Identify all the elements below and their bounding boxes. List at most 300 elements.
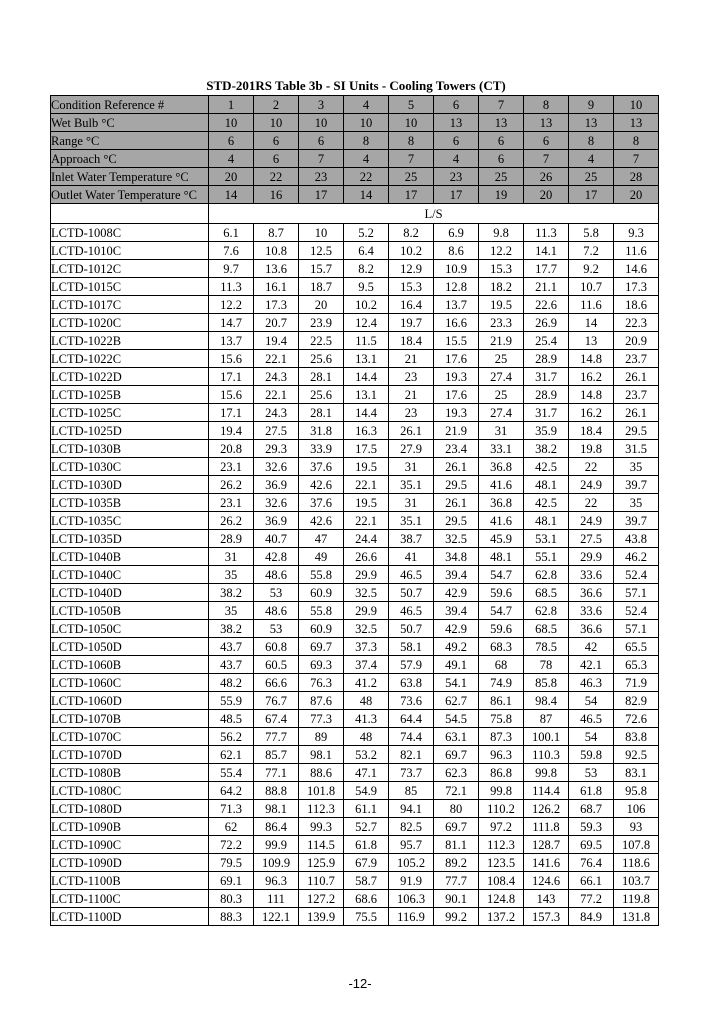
- condition-row-cell: 8: [524, 96, 569, 114]
- model-row-cell: 71.9: [614, 674, 659, 692]
- model-row-cell: 67.4: [254, 710, 299, 728]
- model-row-cell: 31.7: [524, 368, 569, 386]
- model-row-cell: 48.1: [524, 476, 569, 494]
- model-rows: [51, 224, 659, 926]
- model-row: [51, 332, 659, 350]
- model-row-cell: 9.8: [479, 224, 524, 242]
- model-row-cell: 106.3: [389, 890, 434, 908]
- condition-row-cell: 6: [254, 132, 299, 150]
- model-row-label: LCTD-1030B: [51, 440, 209, 458]
- model-row-cell: 110.3: [524, 746, 569, 764]
- condition-row-cell: 23: [434, 168, 479, 186]
- model-row-cell: 52.4: [614, 602, 659, 620]
- model-row-label: LCTD-1025D: [51, 422, 209, 440]
- condition-row-label: Condition Reference #: [51, 96, 209, 114]
- model-row-cell: 15.6: [209, 386, 254, 404]
- model-row-label: LCTD-1050B: [51, 602, 209, 620]
- model-row-cell: 110.7: [299, 872, 344, 890]
- model-row-cell: 32.5: [344, 620, 389, 638]
- model-row-cell: 82.9: [614, 692, 659, 710]
- condition-row-cell: 7: [524, 150, 569, 168]
- model-row-cell: 46.3: [569, 674, 614, 692]
- model-row-label: LCTD-1035D: [51, 530, 209, 548]
- condition-row-cell: 4: [569, 150, 614, 168]
- condition-row-cell: 3: [299, 96, 344, 114]
- condition-row: [51, 168, 659, 186]
- model-row-cell: 26.1: [614, 404, 659, 422]
- model-row-cell: 114.4: [524, 782, 569, 800]
- model-row-cell: 11.6: [569, 296, 614, 314]
- model-row-cell: 110.2: [479, 800, 524, 818]
- model-row-cell: 8.7: [254, 224, 299, 242]
- model-row-label: LCTD-1030C: [51, 458, 209, 476]
- model-row-cell: 26.6: [344, 548, 389, 566]
- model-row-cell: 47: [299, 530, 344, 548]
- model-row-cell: 131.8: [614, 908, 659, 926]
- condition-row-cell: 22: [344, 168, 389, 186]
- model-row-cell: 35: [614, 458, 659, 476]
- model-row-cell: 12.2: [209, 296, 254, 314]
- model-row-cell: 100.1: [524, 728, 569, 746]
- model-row-cell: 116.9: [389, 908, 434, 926]
- model-row-cell: 17.7: [524, 260, 569, 278]
- model-row-cell: 43.7: [209, 656, 254, 674]
- model-row-cell: 10.2: [344, 296, 389, 314]
- model-row: [51, 278, 659, 296]
- model-row-label: LCTD-1050D: [51, 638, 209, 656]
- model-row: [51, 602, 659, 620]
- model-row-cell: 98.1: [299, 746, 344, 764]
- model-row-cell: 93: [614, 818, 659, 836]
- model-row: [51, 728, 659, 746]
- model-row-cell: 57.9: [389, 656, 434, 674]
- model-row-cell: 10.8: [254, 242, 299, 260]
- model-row-cell: 5.8: [569, 224, 614, 242]
- model-row-cell: 141.6: [524, 854, 569, 872]
- model-row-cell: 75.8: [479, 710, 524, 728]
- model-row-cell: 61.8: [569, 782, 614, 800]
- condition-row-cell: 7: [389, 150, 434, 168]
- condition-row-label: Outlet Water Temperature °C: [51, 186, 209, 204]
- model-row: [51, 224, 659, 242]
- model-row-cell: 15.5: [434, 332, 479, 350]
- model-row-cell: 15.7: [299, 260, 344, 278]
- model-row-cell: 9.2: [569, 260, 614, 278]
- model-row-cell: 22.1: [254, 386, 299, 404]
- model-row-cell: 48: [344, 692, 389, 710]
- model-row-cell: 16.1: [254, 278, 299, 296]
- model-row-cell: 87.6: [299, 692, 344, 710]
- model-row-cell: 86.1: [479, 692, 524, 710]
- model-row-cell: 85.7: [254, 746, 299, 764]
- model-row-cell: 61.1: [344, 800, 389, 818]
- model-row-cell: 19.4: [209, 422, 254, 440]
- model-row-cell: 62.3: [434, 764, 479, 782]
- model-row-cell: 48.6: [254, 566, 299, 584]
- model-row-cell: 15.3: [479, 260, 524, 278]
- model-row-cell: 48.2: [209, 674, 254, 692]
- model-row-cell: 77.7: [434, 872, 479, 890]
- model-row-cell: 32.5: [434, 530, 479, 548]
- model-row-cell: 46.5: [569, 710, 614, 728]
- model-row: [51, 674, 659, 692]
- model-row-cell: 23: [389, 368, 434, 386]
- model-row-cell: 23.3: [479, 314, 524, 332]
- model-row-label: LCTD-1070B: [51, 710, 209, 728]
- model-row-cell: 26.2: [209, 512, 254, 530]
- model-row: [51, 764, 659, 782]
- model-row-cell: 89.2: [434, 854, 479, 872]
- condition-row-cell: 17: [434, 186, 479, 204]
- condition-row-cell: 14: [209, 186, 254, 204]
- condition-row-cell: 4: [209, 150, 254, 168]
- model-row-cell: 17.6: [434, 350, 479, 368]
- model-row-cell: 42: [569, 638, 614, 656]
- model-row-cell: 68.7: [569, 800, 614, 818]
- model-row-cell: 31: [209, 548, 254, 566]
- model-row-cell: 10: [299, 224, 344, 242]
- model-row-cell: 53.1: [524, 530, 569, 548]
- model-row-cell: 8.2: [344, 260, 389, 278]
- model-row-cell: 82.1: [389, 746, 434, 764]
- model-row-cell: 27.5: [569, 530, 614, 548]
- model-row-cell: 19.3: [434, 368, 479, 386]
- model-row-label: LCTD-1090C: [51, 836, 209, 854]
- model-row-cell: 65.5: [614, 638, 659, 656]
- model-row-cell: 89: [299, 728, 344, 746]
- condition-row-cell: 17: [389, 186, 434, 204]
- model-row-cell: 14.8: [569, 386, 614, 404]
- model-row-cell: 22.3: [614, 314, 659, 332]
- model-row-cell: 53: [254, 620, 299, 638]
- model-row: [51, 422, 659, 440]
- model-row-cell: 68.5: [524, 620, 569, 638]
- model-row-label: LCTD-1040C: [51, 566, 209, 584]
- model-row-cell: 105.2: [389, 854, 434, 872]
- model-row-cell: 125.9: [299, 854, 344, 872]
- model-row-cell: 98.1: [254, 800, 299, 818]
- model-row-cell: 77.3: [299, 710, 344, 728]
- model-row-cell: 119.8: [614, 890, 659, 908]
- model-row-cell: 68.5: [524, 584, 569, 602]
- model-row-cell: 79.5: [209, 854, 254, 872]
- model-row-cell: 59.6: [479, 584, 524, 602]
- model-row-cell: 15.3: [389, 278, 434, 296]
- model-row-cell: 35: [614, 494, 659, 512]
- model-row-cell: 28.9: [524, 350, 569, 368]
- model-row-cell: 69.5: [569, 836, 614, 854]
- model-row-cell: 56.2: [209, 728, 254, 746]
- model-row-cell: 28.1: [299, 404, 344, 422]
- model-row-cell: 20.7: [254, 314, 299, 332]
- model-row-cell: 13.6: [254, 260, 299, 278]
- model-row-cell: 72.2: [209, 836, 254, 854]
- model-row-cell: 41.3: [344, 710, 389, 728]
- model-row-cell: 99.8: [524, 764, 569, 782]
- model-row-cell: 137.2: [479, 908, 524, 926]
- model-row-cell: 33.6: [569, 602, 614, 620]
- model-row-label: LCTD-1008C: [51, 224, 209, 242]
- model-row-cell: 24.3: [254, 368, 299, 386]
- model-row-cell: 6.1: [209, 224, 254, 242]
- model-row: [51, 530, 659, 548]
- condition-row-cell: 7: [614, 150, 659, 168]
- model-row-cell: 68.6: [344, 890, 389, 908]
- condition-row-cell: 25: [389, 168, 434, 186]
- model-row-cell: 26.2: [209, 476, 254, 494]
- model-row-label: LCTD-1090D: [51, 854, 209, 872]
- condition-row: [51, 96, 659, 114]
- model-row-cell: 35: [209, 566, 254, 584]
- model-row-cell: 29.9: [569, 548, 614, 566]
- model-row-cell: 107.8: [614, 836, 659, 854]
- model-row-cell: 11.3: [209, 278, 254, 296]
- model-row-cell: 39.7: [614, 512, 659, 530]
- condition-row-cell: 6: [209, 132, 254, 150]
- model-row-cell: 49: [299, 548, 344, 566]
- condition-row: [51, 114, 659, 132]
- model-row-cell: 55.9: [209, 692, 254, 710]
- model-row-cell: 13.7: [209, 332, 254, 350]
- model-row-cell: 11.6: [614, 242, 659, 260]
- model-row-cell: 55.1: [524, 548, 569, 566]
- model-row-cell: 25.6: [299, 386, 344, 404]
- model-row: [51, 818, 659, 836]
- model-row-cell: 53: [569, 764, 614, 782]
- model-row-label: LCTD-1070C: [51, 728, 209, 746]
- model-row-label: LCTD-1025C: [51, 404, 209, 422]
- model-row-cell: 60.8: [254, 638, 299, 656]
- model-row-cell: 69.1: [209, 872, 254, 890]
- model-row-cell: 59.3: [569, 818, 614, 836]
- model-row-cell: 58.7: [344, 872, 389, 890]
- model-row-cell: 80: [434, 800, 479, 818]
- model-row-cell: 72.1: [434, 782, 479, 800]
- model-row: [51, 710, 659, 728]
- model-row-cell: 6.4: [344, 242, 389, 260]
- condition-row-cell: 6: [479, 150, 524, 168]
- model-row-cell: 32.6: [254, 494, 299, 512]
- model-row-cell: 31: [389, 458, 434, 476]
- model-row-cell: 14.7: [209, 314, 254, 332]
- model-row-label: LCTD-1060C: [51, 674, 209, 692]
- model-row-cell: 11.5: [344, 332, 389, 350]
- model-row-cell: 76.4: [569, 854, 614, 872]
- model-row-cell: 22.1: [344, 512, 389, 530]
- model-row-cell: 17.6: [434, 386, 479, 404]
- model-row-cell: 36.9: [254, 476, 299, 494]
- model-row-cell: 36.6: [569, 584, 614, 602]
- model-row-cell: 127.2: [299, 890, 344, 908]
- model-row-cell: 24.9: [569, 476, 614, 494]
- model-row-cell: 99.9: [254, 836, 299, 854]
- model-row-cell: 18.4: [389, 332, 434, 350]
- model-row-cell: 23: [389, 404, 434, 422]
- model-row-cell: 13.1: [344, 386, 389, 404]
- condition-row-cell: 6: [299, 132, 344, 150]
- model-row-cell: 29.9: [344, 566, 389, 584]
- model-row-cell: 49.1: [434, 656, 479, 674]
- model-row-cell: 21: [389, 350, 434, 368]
- condition-row-cell: 13: [569, 114, 614, 132]
- model-row-cell: 50.7: [389, 584, 434, 602]
- model-row-cell: 80.3: [209, 890, 254, 908]
- model-row-cell: 6.9: [434, 224, 479, 242]
- model-row: [51, 692, 659, 710]
- model-row: [51, 368, 659, 386]
- model-row-cell: 25: [479, 386, 524, 404]
- units-blank-cell: [51, 204, 209, 224]
- model-row-cell: 18.4: [569, 422, 614, 440]
- model-row-cell: 86.4: [254, 818, 299, 836]
- model-row-cell: 94.1: [389, 800, 434, 818]
- model-row-label: LCTD-1060D: [51, 692, 209, 710]
- condition-row-cell: 10: [254, 114, 299, 132]
- model-row-cell: 21.1: [524, 278, 569, 296]
- model-row-cell: 29.5: [434, 512, 479, 530]
- model-row-cell: 74.9: [479, 674, 524, 692]
- model-row-cell: 37.4: [344, 656, 389, 674]
- model-row-cell: 124.6: [524, 872, 569, 890]
- model-row-cell: 112.3: [299, 800, 344, 818]
- model-row-cell: 54: [569, 728, 614, 746]
- model-row-cell: 157.3: [524, 908, 569, 926]
- model-row-cell: 19.5: [344, 494, 389, 512]
- units-label: L/S: [209, 204, 659, 224]
- model-row-cell: 9.7: [209, 260, 254, 278]
- model-row-cell: 74.4: [389, 728, 434, 746]
- model-row-cell: 54: [569, 692, 614, 710]
- units-row: [51, 204, 659, 224]
- condition-rows: [51, 96, 659, 204]
- model-row: [51, 836, 659, 854]
- condition-row-cell: 7: [299, 150, 344, 168]
- model-row-cell: 23.4: [434, 440, 479, 458]
- model-row-cell: 27.4: [479, 404, 524, 422]
- model-row-cell: 62: [209, 818, 254, 836]
- table-title: STD-201RS Table 3b - SI Units - Cooling Towers (CT): [206, 78, 506, 93]
- model-row-cell: 36.8: [479, 494, 524, 512]
- model-row-cell: 106: [614, 800, 659, 818]
- model-row: [51, 548, 659, 566]
- model-row-cell: 41: [389, 548, 434, 566]
- model-row-cell: 122.1: [254, 908, 299, 926]
- model-row-cell: 57.1: [614, 584, 659, 602]
- model-row-cell: 23.1: [209, 458, 254, 476]
- model-row-cell: 69.7: [434, 818, 479, 836]
- model-row-cell: 46.5: [389, 602, 434, 620]
- model-row-cell: 14.6: [614, 260, 659, 278]
- model-row-cell: 23.9: [299, 314, 344, 332]
- model-row-cell: 52.4: [614, 566, 659, 584]
- condition-row-cell: 20: [524, 186, 569, 204]
- model-row-cell: 128.7: [524, 836, 569, 854]
- model-row-cell: 123.5: [479, 854, 524, 872]
- model-row-cell: 60.9: [299, 620, 344, 638]
- condition-row-cell: 8: [344, 132, 389, 150]
- model-row-cell: 82.5: [389, 818, 434, 836]
- condition-row-cell: 8: [389, 132, 434, 150]
- model-row-cell: 27.9: [389, 440, 434, 458]
- model-row-cell: 83.1: [614, 764, 659, 782]
- model-row-cell: 87: [524, 710, 569, 728]
- model-row-cell: 22.1: [344, 476, 389, 494]
- model-row-cell: 14.4: [344, 404, 389, 422]
- model-row: [51, 854, 659, 872]
- model-row-cell: 32.5: [344, 584, 389, 602]
- model-row-cell: 47.1: [344, 764, 389, 782]
- model-row-cell: 29.5: [614, 422, 659, 440]
- condition-row-cell: 13: [614, 114, 659, 132]
- model-row-cell: 76.7: [254, 692, 299, 710]
- model-row-cell: 64.4: [389, 710, 434, 728]
- model-row-cell: 58.1: [389, 638, 434, 656]
- units-section: [51, 204, 659, 224]
- condition-row-cell: 5: [389, 96, 434, 114]
- model-row-cell: 5.2: [344, 224, 389, 242]
- model-row-cell: 14.1: [524, 242, 569, 260]
- model-row-cell: 88.6: [299, 764, 344, 782]
- model-row-cell: 118.6: [614, 854, 659, 872]
- model-row-cell: 86.8: [479, 764, 524, 782]
- model-row-cell: 66.1: [569, 872, 614, 890]
- model-row-label: LCTD-1010C: [51, 242, 209, 260]
- model-row-cell: 10.7: [569, 278, 614, 296]
- model-row-cell: 7.6: [209, 242, 254, 260]
- model-row-cell: 42.5: [524, 458, 569, 476]
- model-row: [51, 566, 659, 584]
- model-row-cell: 9.5: [344, 278, 389, 296]
- model-row-cell: 55.4: [209, 764, 254, 782]
- model-row-cell: 46.2: [614, 548, 659, 566]
- model-row-cell: 24.4: [344, 530, 389, 548]
- model-row-cell: 95.7: [389, 836, 434, 854]
- model-row-cell: 22.5: [299, 332, 344, 350]
- model-row-cell: 31: [389, 494, 434, 512]
- model-row-cell: 88.3: [209, 908, 254, 926]
- model-row-cell: 20.9: [614, 332, 659, 350]
- model-row-cell: 29.9: [344, 602, 389, 620]
- model-row-cell: 31.7: [524, 404, 569, 422]
- model-row-cell: 40.7: [254, 530, 299, 548]
- model-row-cell: 68.3: [479, 638, 524, 656]
- model-row-cell: 19.3: [434, 404, 479, 422]
- model-row-cell: 87.3: [479, 728, 524, 746]
- model-row-cell: 99.3: [299, 818, 344, 836]
- condition-row-cell: 20: [209, 168, 254, 186]
- model-row-cell: 139.9: [299, 908, 344, 926]
- condition-row-cell: 6: [434, 132, 479, 150]
- model-row-cell: 28.9: [524, 386, 569, 404]
- model-row-cell: 99.8: [479, 782, 524, 800]
- model-row-cell: 37.6: [299, 494, 344, 512]
- model-row-cell: 65.3: [614, 656, 659, 674]
- model-row-cell: 85.8: [524, 674, 569, 692]
- model-row-cell: 126.2: [524, 800, 569, 818]
- model-row-cell: 73.6: [389, 692, 434, 710]
- model-row-cell: 53.2: [344, 746, 389, 764]
- condition-row-cell: 6: [524, 132, 569, 150]
- model-row-cell: 98.4: [524, 692, 569, 710]
- model-row-cell: 42.9: [434, 620, 479, 638]
- model-row-cell: 26.9: [524, 314, 569, 332]
- model-row: [51, 908, 659, 926]
- condition-row-label: Approach °C: [51, 150, 209, 168]
- model-row-cell: 77.7: [254, 728, 299, 746]
- model-row-cell: 35: [209, 602, 254, 620]
- model-row-cell: 83.8: [614, 728, 659, 746]
- model-row-cell: 10.2: [389, 242, 434, 260]
